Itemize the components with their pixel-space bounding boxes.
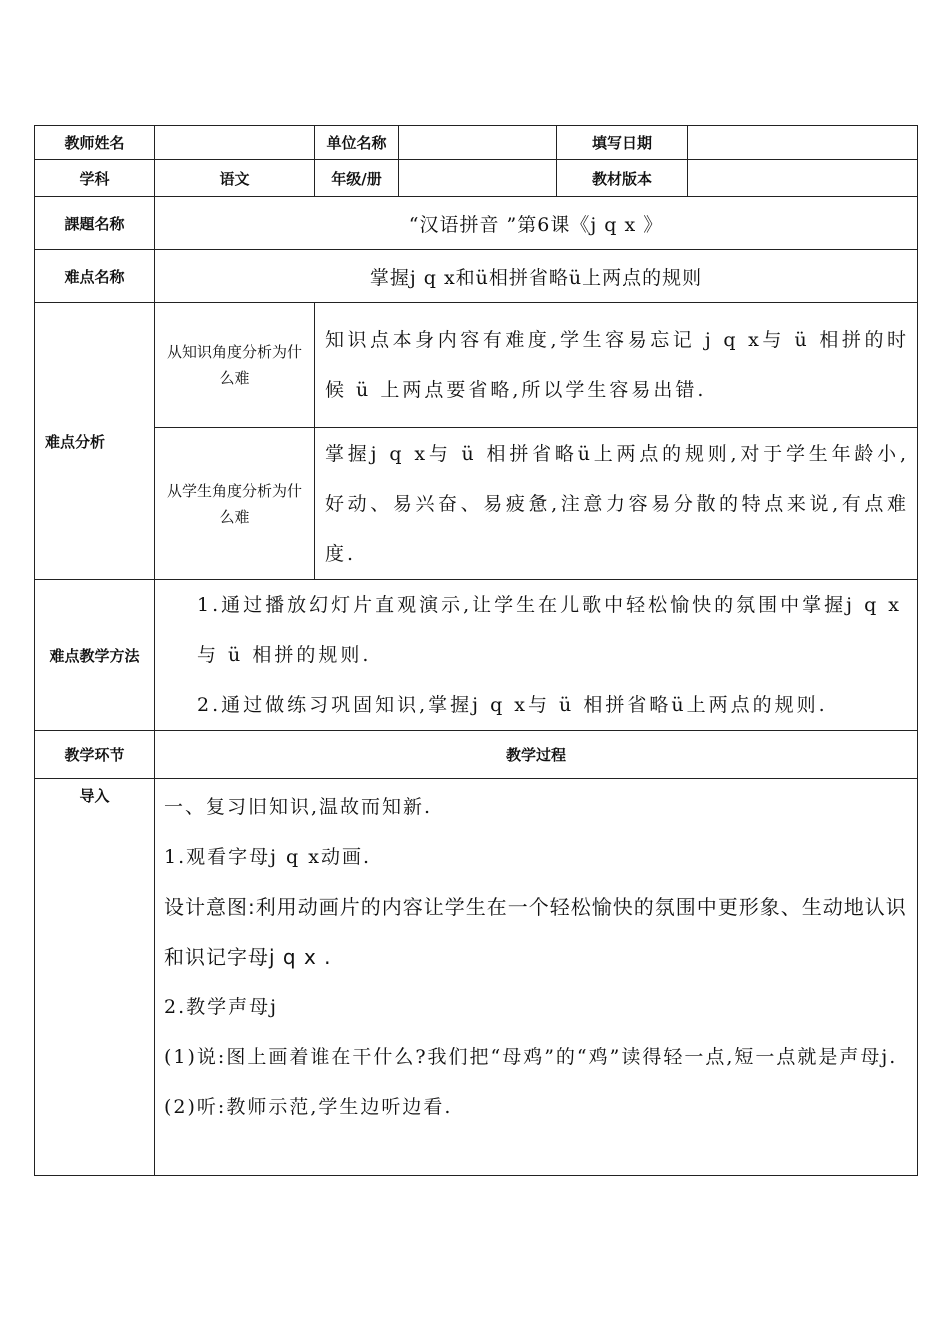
intro-line-5: (1)说:图上画着谁在干什么?我们把“母鸡”的“鸡”读得轻一点,短一点就是声母j. <box>164 1046 898 1068</box>
analysis-row-student <box>35 428 918 580</box>
intro-design-intent: 设计意图:利用动画片的内容让学生在一个轻松愉快的氛围中更形象、生动地认识和识记字母j q x . <box>164 895 907 969</box>
fill-date-value[interactable] <box>688 126 918 160</box>
method-item-1: 1.通过播放幻灯片直观演示,让学生在儿歌中轻松愉快的氛围中掌握j q x与 ü 相拼的规则. <box>197 594 903 666</box>
methods-row <box>35 580 918 731</box>
knowledge-angle-label: 从知识角度分析为什么难 <box>155 303 315 428</box>
grade-value[interactable] <box>399 160 557 197</box>
header-row-1 <box>35 126 918 160</box>
process-header-row <box>35 731 918 779</box>
intro-row <box>35 779 918 1176</box>
subject-label: 学科 <box>35 160 155 197</box>
grade-label: 年级/册 <box>315 160 399 197</box>
stage-column-label: 教学环节 <box>35 731 155 779</box>
student-angle-label: 从学生角度分析为什么难 <box>155 428 315 580</box>
teacher-name-value[interactable] <box>155 126 315 160</box>
intro-line-2: 1.观看字母j q x动画. <box>164 846 372 868</box>
knowledge-angle-text: 知识点本身内容有难度,学生容易忘记 j q x与 ü 相拼的时候 ü 上两点要省略,所以学生容易出错. <box>315 303 918 428</box>
topic-row <box>35 197 918 250</box>
fill-date-label: 填写日期 <box>557 126 688 160</box>
intro-stage-label: 导入 <box>35 779 155 1176</box>
process-column-label: 教学过程 <box>155 731 918 779</box>
subject-value[interactable]: 语文 <box>155 160 315 197</box>
textbook-label: 教材版本 <box>557 160 688 197</box>
header-row-2 <box>35 160 918 197</box>
difficulty-value: 掌握j q x和ü相拼省略ü上两点的规则 <box>155 250 918 303</box>
topic-label: 課題名称 <box>35 197 155 250</box>
textbook-value[interactable] <box>688 160 918 197</box>
intro-content <box>155 779 918 1176</box>
unit-name-label: 单位名称 <box>315 126 399 160</box>
methods-content <box>155 580 918 731</box>
difficulty-row <box>35 250 918 303</box>
lesson-plan-table <box>34 125 918 1176</box>
teacher-name-label: 教师姓名 <box>35 126 155 160</box>
intro-line-6: (2)听:教师示范,学生边听边看. <box>164 1096 453 1118</box>
method-item-2: 2.通过做练习巩固知识,掌握j q x与 ü 相拼省略ü上两点的规则. <box>197 694 828 716</box>
unit-name-value[interactable] <box>399 126 557 160</box>
topic-value: “汉语拼音 ”第6课《j q x 》 <box>155 197 918 250</box>
intro-line-4: 2.教学声母j <box>164 996 279 1018</box>
student-angle-text: 掌握j q x与 ü 相拼省略ü上两点的规则,对于学生年龄小,好动、易兴奋、易疲惫,注意力容易分散的特点来说,有点难度. <box>315 428 918 580</box>
analysis-row-knowledge <box>35 303 918 428</box>
analysis-label: 难点分析 <box>35 303 155 580</box>
intro-line-1: 一、复习旧知识,温故而知新. <box>164 796 433 818</box>
methods-label: 难点教学方法 <box>35 580 155 731</box>
difficulty-label: 难点名称 <box>35 250 155 303</box>
